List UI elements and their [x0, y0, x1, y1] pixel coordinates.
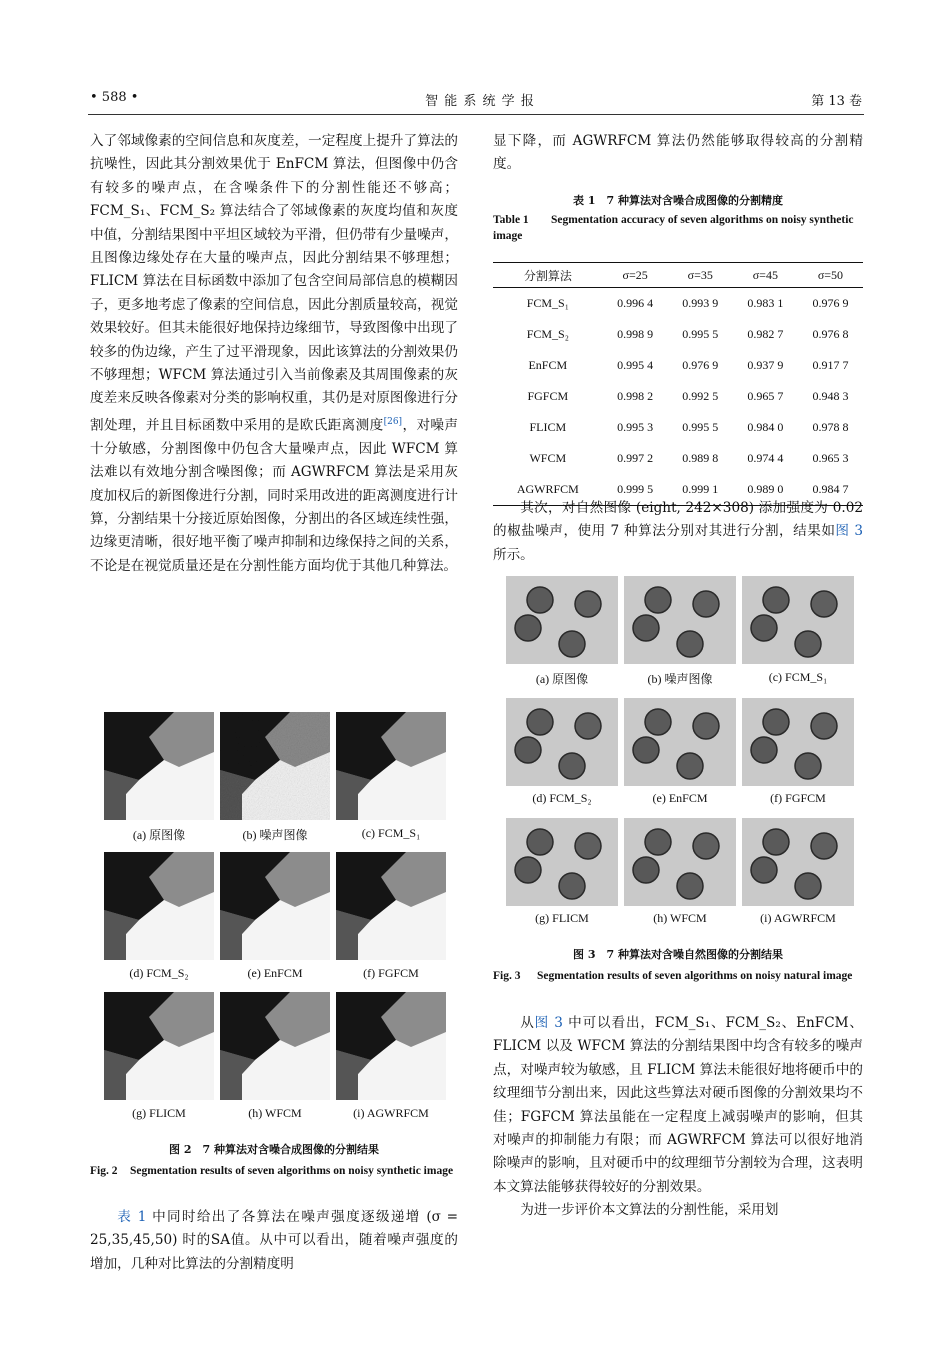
volume-label: 第 13 卷 [811, 94, 862, 109]
page-number: • 588 • [90, 90, 139, 105]
figure-ref-link[interactable]: 图 3 [835, 523, 863, 540]
paragraph-text: 为进一步评价本文算法的分割性能，采用划 [520, 1202, 779, 1219]
table-cell: WFCM [529, 451, 567, 465]
fig3-label: (f) FGFCM [770, 791, 826, 805]
table-cell: 0.999 1 [668, 474, 733, 506]
fig2-label: (h) WFCM [248, 1106, 302, 1120]
table-cell: 0.982 7 [747, 327, 784, 341]
fig3-panel-d [506, 698, 618, 786]
table-header-row [493, 263, 863, 288]
table-ref-link[interactable]: 表 1 [117, 1209, 147, 1225]
paragraph-text: ，对噪声十分敏感，分割图像中仍包含大量噪声点，因此 WFCM 算法难以有效地分割含噪图像；而 AGWRFCM 算法是采用灰度加权后的新图像进行分割，同时采用改进的距离测度进行计算，分割结果十分接近原始图像，分割出的各区域连续性强，边缘更清晰，很好地平衡了噪声抑制和边缘保持之间的关系，不论是在视觉质量还是在分割性能方面均优于其他几种算法。 [90, 417, 459, 574]
fig3-label: (b) 噪声图像 [647, 672, 713, 686]
fig2-panel-f [336, 852, 446, 960]
fig2-label: (e) EnFCM [247, 966, 303, 980]
figure-ref-link[interactable]: 图 3 [534, 1015, 563, 1031]
table1-caption-en-label: Table 1 [493, 214, 529, 226]
table1-caption-en-text: Segmentation accuracy of seven algorithms on noisy synthetic image [493, 214, 854, 242]
table-cell: 0.989 0 [733, 474, 798, 506]
paragraph-text: 显下降，而 AGWRFCM 算法仍然能够取得较高的分割精度。 [493, 133, 863, 173]
table-cell: 0.995 3 [617, 420, 654, 434]
fig3-label: (h) WFCM [653, 911, 707, 925]
fig2-label: (b) 噪声图像 [242, 828, 308, 842]
fig3-panel-c [742, 576, 854, 664]
table-row [493, 350, 863, 381]
table-cell: FGFCM [527, 389, 569, 403]
table-cell: 0.995 5 [682, 327, 719, 341]
fig2-panel-h [220, 992, 330, 1100]
fig2-panel-e [220, 852, 330, 960]
right-column-top-text [493, 130, 863, 177]
right-column-mid-text [493, 497, 863, 567]
table-cell: 0.998 9 [617, 327, 654, 341]
fig2-panel-b [220, 712, 330, 820]
fig3-label: (c) FCM_S₁ [768, 670, 828, 684]
fig3-label: (i) AGWRFCM [760, 911, 836, 925]
table-cell: EnFCM [528, 358, 568, 372]
fig2-image-grid [104, 712, 450, 1132]
table-cell: 0.999 5 [603, 474, 668, 506]
fig3-image-grid [506, 576, 856, 912]
table-header: σ=35 [668, 263, 733, 288]
table-cell: FLICM [529, 420, 567, 434]
fig3-panel-a [506, 576, 618, 664]
fig3-caption-en-text: Segmentation results of seven algorithms on noisy natural image [537, 970, 853, 982]
fig3-panel-g [506, 818, 618, 906]
table-cell: 0.937 9 [747, 358, 784, 372]
fig2-label: (d) FCM_S₂ [129, 966, 189, 980]
table-header: σ=45 [733, 263, 798, 288]
left-column-text [90, 130, 458, 578]
fig2-panel-d [104, 852, 214, 960]
table-cell: 0.989 8 [682, 451, 719, 465]
left-column-bottom-text [90, 1206, 458, 1276]
citation-ref[interactable]: [26] [383, 416, 403, 427]
fig2-panel-g [104, 992, 214, 1100]
table-cell: 0.998 2 [617, 389, 654, 403]
table-cell: 0.976 8 [812, 327, 849, 341]
paragraph-text: 入了邻域像素的空间信息和灰度差，一定程度上提升了算法的抗噪性，因此其分割效果优于 EnFCM 算法，但图像中仍含有较多的噪声点，在含噪条件下的分割性能还不够高；FCM_S₁、FCM_S₂ 算法结合了邻域像素的灰度均值和灰度中值，分割结果图中平坦区域较为平滑，但仍带有少量噪声，且图像边缘处存在大量的噪声点，因此分割结果不够理想；FLICM 算法在目标函数中添加了包含空间局部信息的模糊因子，更多地考虑了像素的空间信息，因此分割质量较高，视觉效果较好。但其未能很好地保持边缘细节，导致图像中出现了较多的伪边缘，产生了过平滑现象，因此该算法的分割效果仍不够理想；WFCM 算法通过引入当前像素及其周围像素的灰度差来反映各像素对分类的影响权重，其仍是对原图像进行分割处理，并且目标函数中采用的是欧氏距离测度 [90, 133, 458, 434]
fig3-label: (a) 原图像 [535, 672, 589, 686]
table-cell: 0.976 9 [682, 358, 719, 372]
table-row [493, 319, 863, 350]
table-cell: AGWRFCM [493, 474, 603, 506]
paragraph-text: 所示。 [493, 546, 534, 563]
paragraph-text: 中可以看出，FCM_S₁、FCM_S₂、EnFCM、FLICM 以及 WFCM 算法的分割结果图中均含有较多的噪声点，对噪声较为敏感，且 FLICM 算法未能很好地将硬币中的纹理细节分割出来，因此这些算法对硬币图像的分割效果均不佳；FGFCM 算法虽能在一定程度上减弱噪声的影响，但其对噪声的抑制能力有限；而 AGWRFCM 算法可以很好地消除噪声的影响，且对硬币中的纹理细节分割较为合理，这表明本文算法能够获得较好的分割效果。 [493, 1015, 864, 1195]
fig2-label: (i) AGWRFCM [353, 1106, 429, 1120]
paragraph-text: 中同时给出了各算法在噪声强度逐级递增 (σ = 25,35,45,50) 时的SA值。从中可以看出，随着噪声强度的增加，几种对比算法的分割精度明 [90, 1209, 458, 1272]
fig2-caption-en [90, 1163, 458, 1179]
fig2-caption-cn: 图 2 7 种算法对含噪合成图像的分割结果 [169, 1143, 379, 1156]
fig3-caption-en [493, 968, 863, 984]
table-cell: 0.992 5 [682, 389, 719, 403]
table-cell: 0.983 1 [747, 296, 784, 310]
table-cell: 0.995 4 [617, 358, 654, 372]
table-cell: 0.974 4 [747, 451, 784, 465]
fig2-panel-i [336, 992, 446, 1100]
table-cell: 0.976 9 [812, 296, 849, 310]
fig2-panel-a [104, 712, 214, 820]
table-cell: 0.965 3 [812, 451, 849, 465]
table-row [493, 288, 863, 320]
table-cell: 0.997 2 [617, 451, 654, 465]
fig3-label: (g) FLICM [535, 911, 589, 925]
paragraph-text: 其次，对自然图像 (eight, 242×308) 添加强度为 0.02 的椒盐噪声，使用 7 种算法分别对其进行分割，结果如 [493, 500, 863, 540]
table-row [493, 412, 863, 443]
fig3-panel-e [624, 698, 736, 786]
fig2-panel-c [336, 712, 446, 820]
table-cell: FCM_S₂ [526, 327, 569, 341]
table-cell: 0.917 7 [812, 358, 849, 372]
table-header: σ=50 [798, 263, 863, 288]
table-cell: 0.996 4 [617, 296, 654, 310]
journal-name: 智 能 系 统 学 报 [425, 94, 535, 109]
fig3-label: (d) FCM_S₂ [532, 791, 592, 805]
right-column-bottom-text [493, 1012, 863, 1223]
table-cell: 0.984 7 [798, 474, 863, 506]
table-row [493, 381, 863, 412]
table-cell: 0.978 8 [812, 420, 849, 434]
table-cell: 0.965 7 [747, 389, 784, 403]
fig2-caption-en-label: Fig. 2 [90, 1165, 118, 1177]
fig3-panel-i [742, 818, 854, 906]
fig2-caption-en-text: Segmentation results of seven algorithms on noisy synthetic image [130, 1165, 454, 1177]
paragraph-text: 从 [520, 1015, 535, 1031]
fig3-label: (e) EnFCM [652, 791, 708, 805]
fig2-label: (c) FCM_S₁ [361, 826, 421, 840]
fig3-caption-cn: 图 3 7 种算法对含噪自然图像的分割结果 [573, 948, 783, 961]
fig2-label: (f) FGFCM [363, 966, 419, 980]
table1-caption-cn: 表 1 7 种算法对含噪合成图像的分割精度 [573, 194, 783, 207]
fig3-panel-b [624, 576, 736, 664]
header-rule [88, 114, 864, 115]
fig3-caption-en-label: Fig. 3 [493, 970, 521, 982]
table-row [493, 443, 863, 474]
segmentation-accuracy-table [493, 262, 863, 506]
fig3-panel-f [742, 698, 854, 786]
table-cell: 0.984 0 [747, 420, 784, 434]
table-cell: 0.995 5 [682, 420, 719, 434]
table-header: 分割算法 [493, 263, 603, 288]
fig3-panel-h [624, 818, 736, 906]
table1-caption-en [493, 212, 863, 244]
table-header: σ=25 [603, 263, 668, 288]
table-cell: 0.948 3 [812, 389, 849, 403]
table-cell: FCM_S₁ [526, 296, 569, 310]
fig2-label: (a) 原图像 [132, 828, 186, 842]
fig2-label: (g) FLICM [132, 1106, 186, 1120]
table-cell: 0.993 9 [682, 296, 719, 310]
